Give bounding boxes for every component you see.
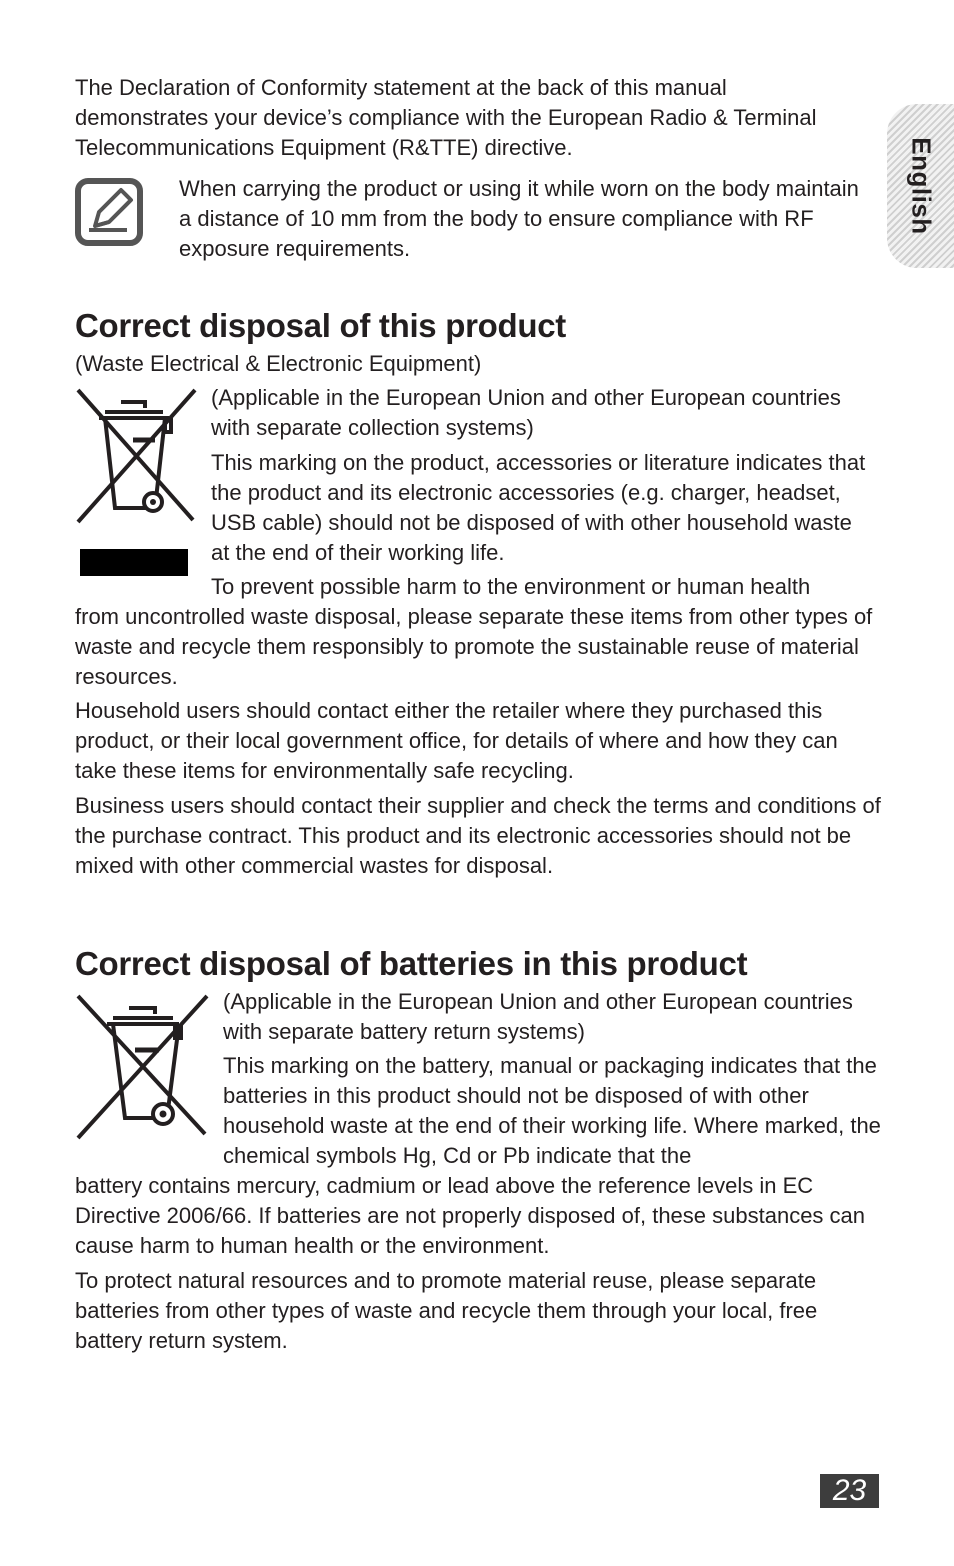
crossed-wheelie-bin-icon: [75, 388, 197, 524]
section-subtitle-product: (Waste Electrical & Electronic Equipment): [75, 351, 482, 376]
section-title-batteries: Correct disposal of batteries in this product: [75, 945, 748, 982]
batteries-applicable-text: (Applicable in the European Union and other European countries with separate battery return systems): [223, 989, 853, 1044]
note-pencil-icon: [75, 178, 143, 246]
product-marking-text: This marking on the product, accessories or literature indicates that the product and its electronic accessories (e.g. charger, headset, USB cable) should not be disposed of with other household waste at the end of their working life.: [211, 450, 866, 565]
product-prevent-line: To prevent possible harm to the environment or human health: [211, 574, 811, 599]
product-applicable-text: (Applicable in the European Union and other European countries with separate collection systems): [211, 385, 841, 440]
language-tab-label: English: [906, 137, 936, 235]
language-tab[interactable]: [887, 104, 954, 268]
page-number: 23: [820, 1474, 879, 1508]
black-bar-marking: [80, 549, 188, 576]
note-text: When carrying the product or using it while worn on the body maintain a distance of 10 mm from the body to ensure compliance with RF exposure requirements.: [179, 176, 859, 261]
batteries-marking-text: This marking on the battery, manual or packaging indicates that the batteries in this product should not be disposed of with other household waste at the end of their working life. Where marked, the chemical symbols Hg, Cd or Pb indicate that the: [223, 1053, 881, 1168]
product-household-text: Household users should contact either the retailer where they purchased this product, or their local government office, for details of where and how they can take these items for environmentally safe recycling.: [75, 698, 838, 783]
product-business-text: Business users should contact their supplier and check the terms and conditions of the purchase contract. This product and its electronic accessories should not be mixed with other commercial wastes for disposal.: [75, 793, 881, 878]
batteries-marking-rest: battery contains mercury, cadmium or lead above the reference levels in EC Directive 2006/66. If batteries are not properly disposed of, these substances can cause harm to human health or the environment.: [75, 1173, 866, 1258]
crossed-battery-bin-icon: [75, 994, 211, 1140]
batteries-protect-text: To protect natural resources and to promote material reuse, please separate batteries from other types of waste and recycle them through your local, free battery return system.: [75, 1268, 818, 1353]
intro-paragraph: The Declaration of Conformity statement at the back of this manual demonstrates your device’s compliance with the European Radio & Terminal Telecommunications Equipment (R&TTE) directive.: [75, 75, 817, 160]
product-prevent-rest: from uncontrolled waste disposal, please separate these items from other types of waste and recycle them responsibly to promote the sustainable reuse of material resources.: [75, 604, 873, 689]
section-title-product: Correct disposal of this product: [75, 307, 566, 344]
